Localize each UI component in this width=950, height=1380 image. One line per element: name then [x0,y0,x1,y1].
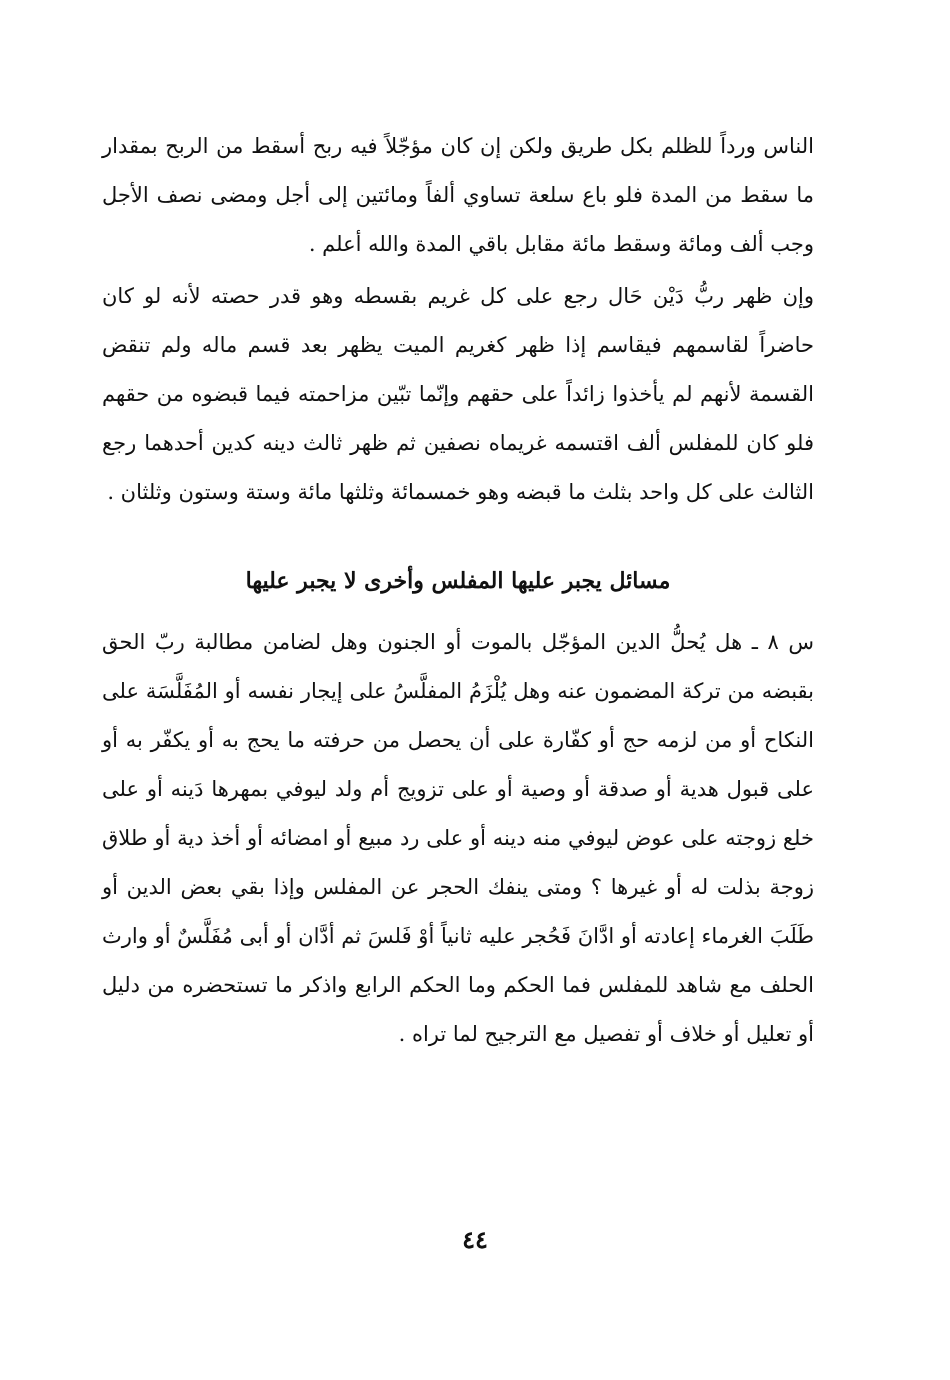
page-body [102,122,814,1059]
paragraph-2: وإن ظهر ربُّ دَيْن حَال رجع على كل غريم بقسطه وهو قدر حصته لأنه لو كان حاضراً لقاسمهم فيقاسم إذا ظهر كغريم الميت يظهر بعد قسم ماله ولم تنقض القسمة لأنهم لم يأخذوا زائداً على حقهم وإنّما تبّين مزاحمته فيما قبضوه من حقهم فلو كان للمفلس ألف اقتسمه غريماه نصفين ثم ظهر ثالث دينه كدين أحدهما رجع الثالث على كل واحد بثلث ما قبضه وهو خمسمائة وثلثها مائة وستة وستون وثلثان . [102,284,814,504]
paragraph-3: س ٨ ـ هل يُحلُّ الدين المؤجّل بالموت أو الجنون وهل لضامن مطالبة ربّ الحق بقبضه من تركة المضمون عنه وهل يُلْزَمُ المفلَّسُ على إيجار نفسه أو المُفَلَّسَة على النكاح أو من لزمه حج أو كفّارة على أن يحصل من حرفته ما يحج به أو يكفّر به أو على قبول هدية أو صدقة أو وصية أو على تزويج أم ولد ليوفي بمهرها دَينه أو على خلع زوجته على عوض ليوفي منه دينه أو على رد مبيع أو امضائه أو أخذ دية أو طلاق زوجة بذلت له أو غيرها ؟ ومتى ينفك الحجر عن المفلس وإذا بقي بعض الدين أو طَلَبَ الغرماء إعادته أو ادَّانَ فَحُجر عليه ثانياً أوْ فَلسَ ثم أدَّان أو أبى مُفَلَّسٌ أو وارث الحلف مع شاهد للمفلس فما الحكم وما الحكم الرابع واذكر ما تستحضره من دليل أو تعليل أو خلاف أو تفصيل مع الترجيح لما تراه . [102,630,815,1046]
paragraph-1: الناس ورداً للظلم بكل طريق ولكن إن كان مؤجّلاً فيه ربح أسقط من الربح بمقدار ما سقط من المدة فلو باع سلعة تساوي ألفاً ومائتين إلى أجل ومضى نصف الأجل وجب ألف ومائة وسقط مائة مقابل باقي المدة والله أعلم . [102,134,814,256]
page-number: ٤٤ [462,1225,488,1254]
section-heading: مسائل يجبر عليها المفلس وأخرى لا يجبر عليها [245,568,671,594]
